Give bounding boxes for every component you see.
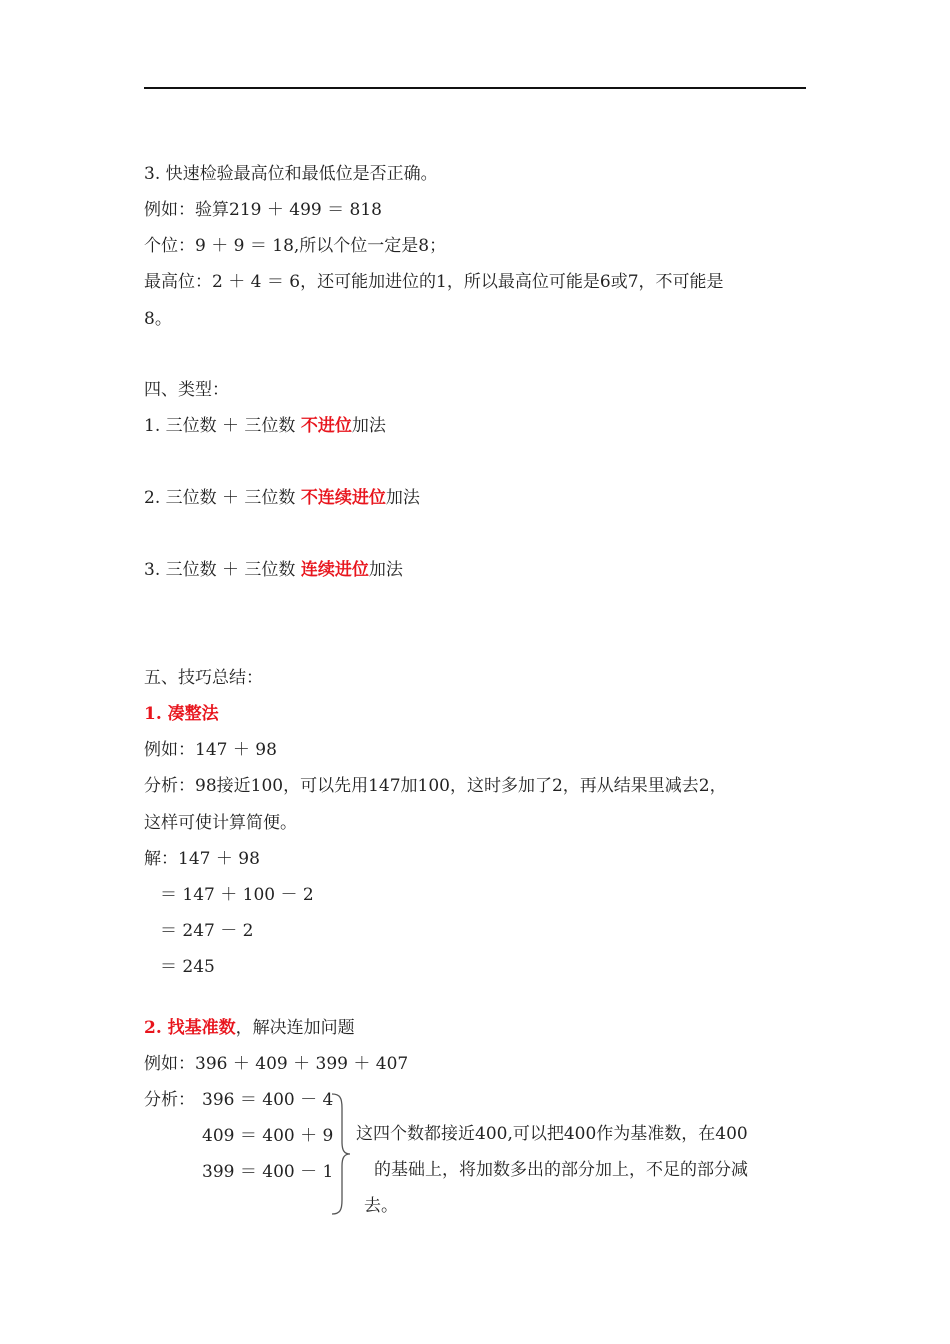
tip2-explanation-line2: 的基础上，将加数多出的部分加上，不足的部分减 [374, 1160, 748, 1180]
tip2-example: 例如：396 ＋ 409 ＋ 399 ＋ 407 [144, 1054, 409, 1074]
tip1-solution-line4: ＝ 245 [160, 957, 215, 977]
header-rule [144, 87, 806, 89]
section3-ones: 个位：9 ＋ 9 ＝ 18,所以个位一定是8； [144, 236, 447, 256]
types-heading: 四、类型： [144, 380, 229, 400]
tip2-row-2: 409 ＝ 400 ＋ 9 [202, 1126, 334, 1146]
tip2-title: 2. 找基准数 [144, 1018, 236, 1038]
curly-brace-icon [326, 1090, 352, 1218]
type-suffix: 加法 [368, 560, 403, 580]
type-suffix: 加法 [385, 488, 420, 508]
tip1-analysis-line2: 这样可使计算简便。 [144, 813, 297, 833]
type-item-2 [144, 488, 420, 508]
type-highlight: 连续进位 [300, 560, 369, 580]
section3-example: 例如：验算219 ＋ 499 ＝ 818 [144, 200, 382, 220]
type-prefix: 3. 三位数 ＋ 三位数 [144, 560, 301, 580]
section3-title: 3. 快速检验最高位和最低位是否正确。 [144, 164, 438, 184]
type-highlight: 不连续进位 [300, 488, 386, 508]
tip1-solution-line1: 解：147 ＋ 98 [144, 849, 260, 869]
type-item-3 [144, 560, 403, 580]
tip2-analysis-label: 分析： [144, 1090, 195, 1110]
tip1-title: 1. 凑整法 [144, 704, 219, 724]
section3-highest-line2: 8。 [144, 309, 172, 329]
tip2-explanation-line1: 这四个数都接近400,可以把400作为基准数，在400 [356, 1124, 748, 1144]
tips-heading: 五、技巧总结： [144, 668, 263, 688]
tip1-solution-line2: ＝ 147 ＋ 100 － 2 [160, 885, 314, 905]
tip1-analysis-line1: 分析：98接近100，可以先用147加100，这时多加了2，再从结果里减去2， [144, 776, 727, 796]
section3-highest-line1: 最高位：2 ＋ 4 ＝ 6，还可能加进位的1，所以最高位可能是6或7，不可能是 [144, 272, 724, 292]
type-prefix: 2. 三位数 ＋ 三位数 [144, 488, 301, 508]
tip2-explanation [356, 1116, 804, 1224]
tip1-example: 例如：147 ＋ 98 [144, 740, 277, 760]
type-prefix: 1. 三位数 ＋ 三位数 [144, 416, 301, 436]
tip2-row-1: 396 ＝ 400 － 4 [202, 1090, 334, 1110]
type-item-1 [144, 416, 386, 436]
tip2-title-line [144, 1018, 355, 1038]
type-suffix: 加法 [351, 416, 386, 436]
tip2-explanation-line3: 去。 [364, 1196, 398, 1216]
tip2-row-3: 399 ＝ 400 － 1 [202, 1162, 334, 1182]
type-highlight: 不进位 [300, 416, 352, 436]
tip2-title-suffix: ，解决连加问题 [235, 1018, 355, 1038]
tip1-solution-line3: ＝ 247 － 2 [160, 921, 254, 941]
